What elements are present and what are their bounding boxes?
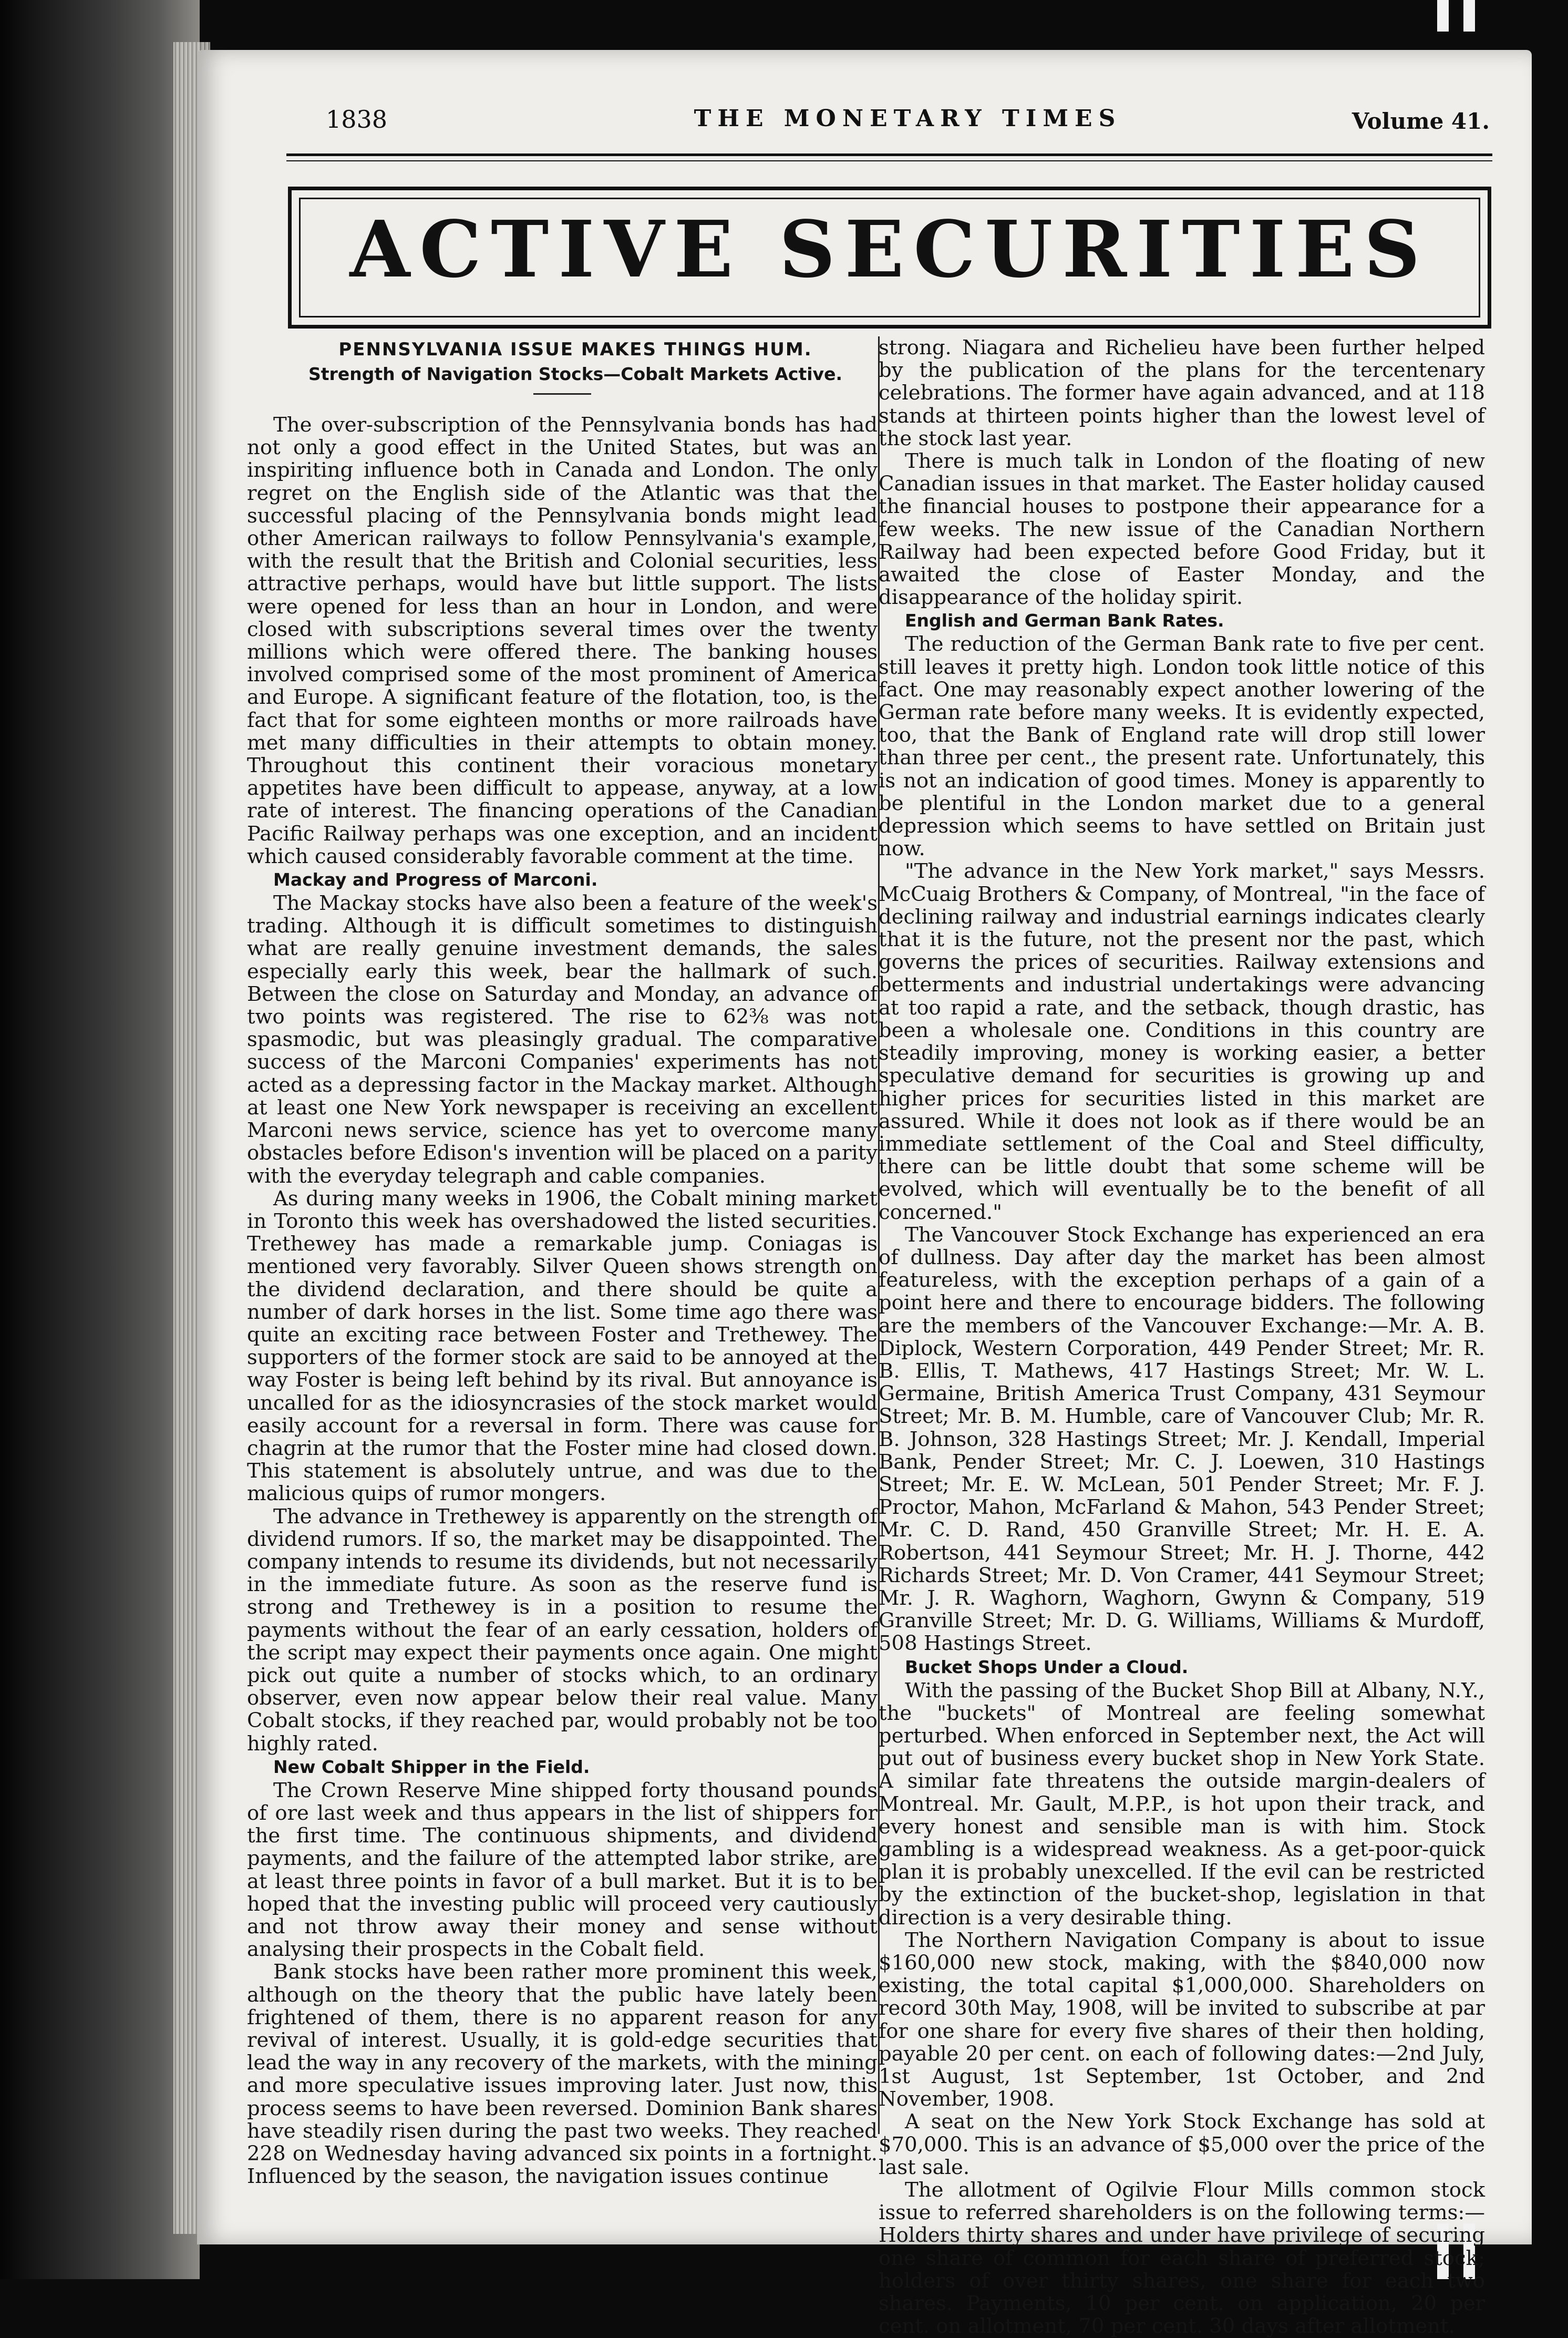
paragraph: The over-subscription of the Pennsylvania bonds has had not only a good effect in the United States, but was an inspiriting influence both in Canada and London. The only regret on the English side of the Atlantic was that the successful placing of the Pennsylvania bonds might lead other American railways to follow Pennsylvania's example, with the result that the British and Colonial securities, less attractive perhaps, would have but little support. The lists were opened for less than an hour in London, and were closed with subscriptions several times over the twenty millions which were offered there. The banking houses involved comprised some of the most prominent of America and Europe. A significant feature of the flotation, too, is the fact that for some eighteen months or more railroads have met many difficulties in their attempts to obtain money. Throughout this continent their voracious monetary appetites have been difficult to appease, anyway, at a low rate of interest. The financing operations of the Canadian Pacific Railway perhaps was one exception, and an incident which caused considerably favorable comment at the time. (247, 413, 878, 868)
deck-rule (533, 393, 591, 395)
left-column (247, 336, 878, 2189)
paragraph: With the passing of the Bucket Shop Bill at Albany, N.Y., the "buckets" of Montreal are feeling somewhat perturbed. When enforced in September next, the Act will put out of business every bucket shop in New York State. A similar fate threatens the outside margin-dealers of Montreal. Mr. Gault, M.P.P., is hot upon their track, and every honest and sensible man is with him. Stock gambling is a widespread weakness. As a get-poor-quick plan it is probably unexcelled. If the evil can be restricted by the extinction of the bucket-shop, legislation in that direction is a very desirable thing. (879, 1678, 1485, 1930)
header-rule-thin (286, 160, 1492, 161)
right-column (879, 336, 1485, 2338)
running-head (326, 105, 1490, 142)
subheading: Mackay and Progress of Marconi. (273, 869, 598, 890)
header-rule-thick (286, 153, 1492, 156)
paragraph: The Crown Reserve Mine shipped forty thousand pounds of ore last week and thus appears in the list of shippers for the first time. The continuous shipments, and dividend payments, and the failure of the attempted labor strike, are at least three points in favor of a bull market. But it is to be hoped that the investing public will proceed very cautiously and not throw away their money and sense without analysing their prospects in the Cobalt field. (247, 1778, 878, 1962)
paragraph: The Northern Navigation Company is about to issue $160,000 new stock, making, with the $840,000 now existing, the total capital $1,000,000. Shareholders on record 30th May, 1908, will be invited to subscribe at par for one share for every five shares of their then holding, payable 20 per cent. on each of following dates:—2nd July, 1st August, 1st September, 1st October, and 2nd November, 1908. (879, 1928, 1485, 2111)
subheading: New Cobalt Shipper in the Field. (273, 1756, 590, 1777)
corner-mark (1437, 0, 1449, 32)
article-deck: Strength of Navigation Stocks—Cobalt Markets Active. (308, 364, 842, 384)
corner-mark (1463, 0, 1475, 32)
paragraph: The reduction of the German Bank rate to five per cent. still leaves it pretty high. London took little notice of this fact. One may reasonably expect another lowering of the German rate before many weeks. It is evidently expected, too, that the Bank of England rate will drop still lower than three per cent., the present rate. Unfortunately, this is not an indication of good times. Money is apparently to be plentiful in the London market due to a general depression which seems to have settled on Britain just now. (879, 632, 1485, 861)
paragraph: The Vancouver Stock Exchange has experienced an era of dullness. Day after day the market has been almost featureless, with the exception perhaps of a gain of a point here and there to encourage bidders. The following are the members of the Vancouver Exchange:—Mr. A. B. Diplock, Western Corporation, 449 Pender Street; Mr. R. B. Ellis, T. Mathews, 417 Hastings Street; Mr. W. L. Germaine, British America Trust Company, 431 Seymour Street; Mr. B. M. Humble, care of Vancouver Club; Mr. R. B. Johnson, 328 Hastings Street; Mr. J. Kendall, Imperial Bank, Pender Street; Mr. C. J. Loewen, 310 Hastings Street; Mr. E. W. McLean, 501 Pender Street; Mr. F. J. Proctor, Mahon, McFarland & Mahon, 543 Pender Street; Mr. C. D. Rand, 450 Granville Street; Mr. H. E. A. Robertson, 441 Seymour Street; Mr. H. J. Thorne, 442 Richards Street; Mr. D. Von Cramer, 441 Seymour Street; Mr. J. R. Waghorn, Waghorn, Gwynn & Company, 519 Granville Street; Mr. D. G. Williams, Williams & Murdoff, 508 Hastings Street. (879, 1223, 1485, 1656)
article-headline: PENNSYLVANIA ISSUE MAKES THINGS HUM. (338, 339, 812, 360)
paragraph: Bank stocks have been rather more prominent this week, although on the theory that the public have lately been frightened of them, there is no apparent reason for any revival of interest. Usually, it is gold-edge securities that lead the way in any recovery of the markets, with the mining and more speculative issues improving later. Just now, this process seems to have been reversed. Dominion Bank shares have steadily risen during the past two weeks. They reached 228 on Wednesday having advanced six points in a fortnight. Influenced by the season, the navigation issues continue (247, 1960, 878, 2189)
volume-number: Volume 41. (1352, 108, 1490, 134)
book-binding-edge (0, 0, 200, 2279)
subheading: Bucket Shops Under a Cloud. (905, 1656, 1189, 1677)
paragraph: The Mackay stocks have also been a feature of the week's trading. Although it is difficult sometimes to distinguish what are really genuine investment demands, the sales especially early this week, bear the hallmark of such. Between the close on Saturday and Monday, an advance of two points was registered. The rise to 62⅜ was not spasmodic, but was pleasingly gradual. The comparative success of the Marconi Companies' experiments has not acted as a depressing factor in the Mackay market. Although at least one New York newspaper is receiving an excellent Marconi news service, science has yet to overcome many obstacles before Edison's invention will be placed on a parity with the everyday telegraph and cable companies. (247, 891, 878, 1188)
paragraph: A seat on the New York Stock Exchange has sold at $70,000. This is an advance of $5,000 over the price of the last sale. (879, 2110, 1485, 2179)
section-title: ACTIVE SECURITIES (349, 203, 1430, 295)
paragraph: The allotment of Ogilvie Flour Mills common stock issue to referred shareholders is on the following terms:—Holders thirty shares and under have privilege of securing one share of common for each share of preferred stock; holders of over thirty shares, one share for each two shares. Payments, 10 per cent. on application, 20 per cent. on allotment, 70 per cent. 30 days after allotment. (879, 2178, 1485, 2338)
paragraph: "The advance in the New York market," says Messrs. McCuaig Brothers & Company, of Montreal, "in the face of declining railway and industrial earnings indicates clearly that it is the future, not the present nor the past, which governs the prices of securities. Railway extensions and betterments and industrial undertakings were advancing at too rapid a rate, and the setback, though drastic, has been a wholesale one. Conditions in this country are steadily improving, money is working easier, a better speculative demand for securities is growing up and higher prices for securities listed in this market are assured. While it does not look as if there would be an immediate settlement of the Coal and Steel difficulty, there can be little doubt that some scheme will be evolved, which will eventually be to the benefit of all concerned." (879, 859, 1485, 1224)
subheading: English and German Bank Rates. (905, 610, 1224, 631)
paragraph: There is much talk in London of the floating of new Canadian issues in that market. The Easter holiday caused the financial houses to postpone their appearance for a few weeks. The new issue of the Canadian Northern Railway had been expected before Good Friday, but it awaited the close of Easter Monday, and the disappearance of the holiday spirit. (879, 449, 1485, 610)
page-number: 1838 (326, 105, 388, 134)
paragraph: strong. Niagara and Richelieu have been further helped by the publication of the plans for the tercentenary celebrations. The former have again advanced, and at 118 stands at thirteen points higher than the lowest level of the stock last year. (879, 336, 1485, 450)
section-title-box (288, 187, 1491, 329)
paragraph: The advance in Trethewey is apparently on the strength of dividend rumors. If so, the market may be disappointed. The company intends to resume its dividends, but not necessarily in the immediate future. As soon as the reserve fund is strong and Trethewey is in a position to resume the payments without the fear of an early cessation, holders of the script may expect their payments once again. One might pick out quite a number of stocks which, to an ordinary observer, even now appear below their real value. Many Cobalt stocks, if they reached par, would probably not be too highly rated. (247, 1504, 878, 1756)
journal-title: THE MONETARY TIMES (694, 105, 1122, 132)
paragraph: As during many weeks in 1906, the Cobalt mining market in Toronto this week has overshadowed the listed securities. Trethewey has made a remarkable jump. Coniagas is mentioned very favorably. Silver Queen shows strength on the dividend declaration, and there should be quite a number of dark horses in the list. Some time ago there was quite an exciting race between Foster and Trethewey. The supporters of the former stock are said to be annoyed at the way Foster is being left behind by its rival. But annoyance is uncalled for as the idiosyncrasies of the stock market would easily account for a reversal in form. There was cause for chagrin at the rumor that the Foster mine had closed down. This statement is absolutely untrue, and was due to the malicious quips of rumor mongers. (247, 1186, 878, 1506)
